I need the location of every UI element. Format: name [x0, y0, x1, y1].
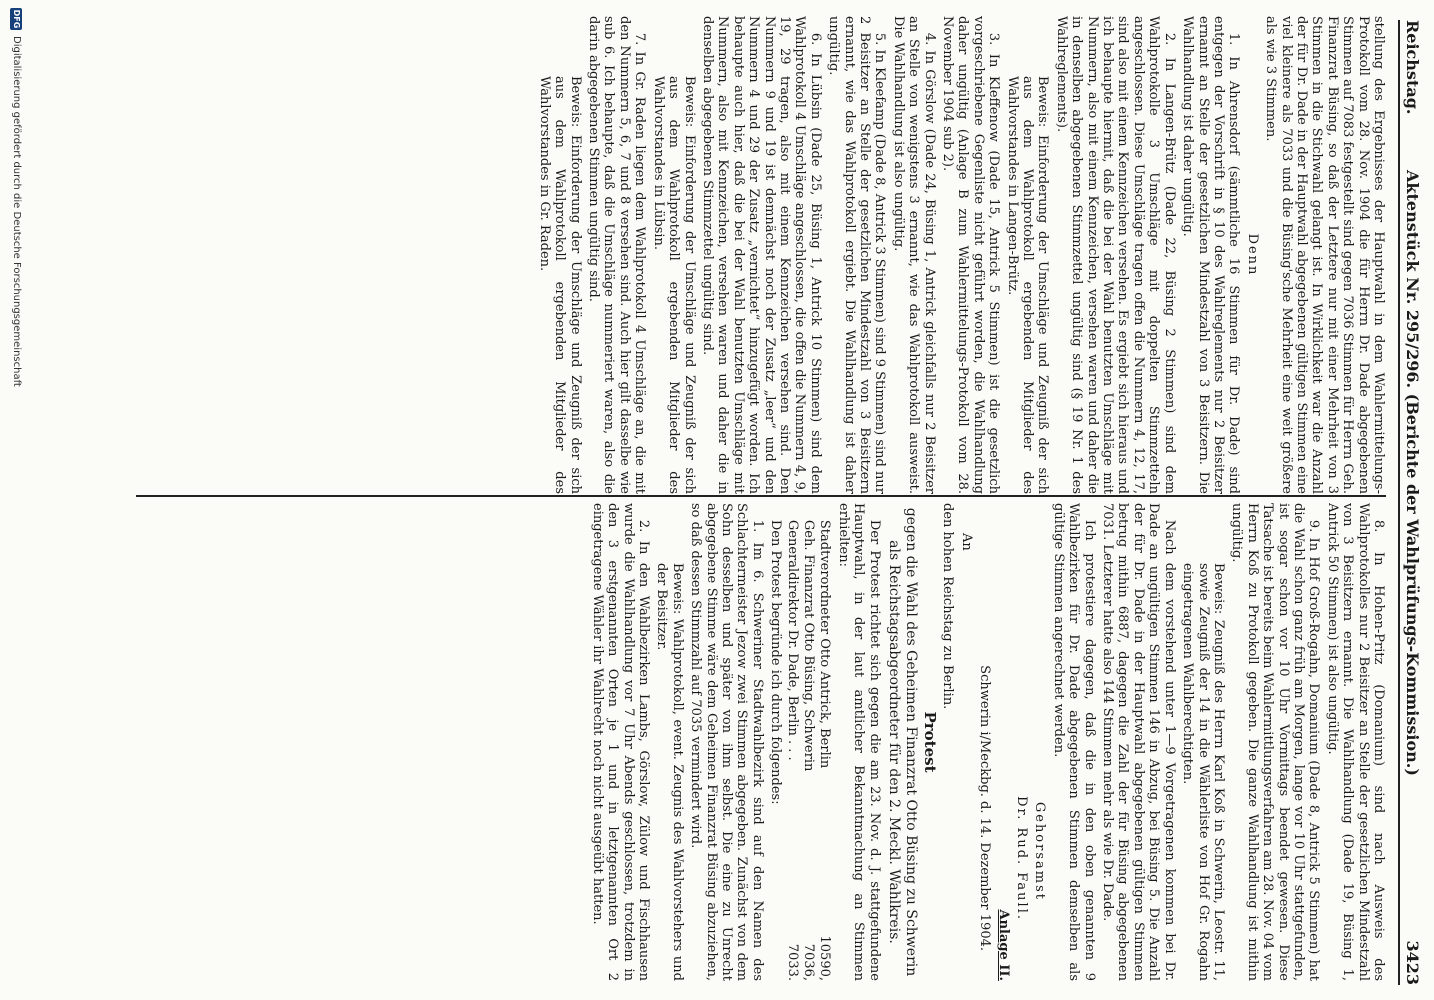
candidate-name: Geh. Finanzrat Otto Büsing, Schwerin — [801, 519, 816, 772]
protest-subtitle: gegen die Wahl des Geheimen Finanzrat Otto Büsing zu Schwerin als Reichstagsabgeordneter für den 2. Meckl. Wahlkreis. — [885, 507, 919, 977]
paragraph: Der Protest richtet sich gegen die am 23. Nov. d. J. stattgefundene Hauptwahl, in der laut amtlicher Bekanntmachung an Stimmen erhielten: — [835, 503, 882, 981]
paragraph: 6. In Lübsin (Dade 25, Büsing 1, Antrick 10 Stimmen) sind dem Wahlprotokoll 4 Umschläge angeschlossen, die offen die Nummern 4, 9, 19, 29 tragen, also mit einem Kennzeichen versehen sind. Den Nummern 9 und 19 ist demnächst noch der Zusatz „leer“ und den Nummern 4 und 29 der Zusatz „vernichtet“ hinzugefügt worden. Ich behaupte auch hier, daß die bei der Wahl benutzten Umschläge mit Nummern, also mit Kennzeichen, versehen waren und daher die in denselben abgegebenen Stimmzettel ungültig sind. — [699, 16, 823, 494]
paragraph: 8. In Hohen-Pritz (Domanium) sind nach Ausweis des Wahlprotokolles nur 2 Beisitzer an Stelle der gesetzlichen Mindestzahl von 3 Beisitzern ernannt. Die Wahlhandlung (Dade 19, Büsing 1, Antrick 50 Stimmen) ist also ungültig. — [1324, 503, 1386, 981]
vote-count: 7033. — [784, 943, 800, 981]
protest-title: Protest — [921, 711, 940, 773]
vote-count: 7036, — [801, 943, 816, 981]
page-header — [1398, 20, 1422, 985]
candidate-name: Generaldirektor Dr. Dade, Berlin . . . — [784, 519, 800, 761]
dfg-logo: DFG — [12, 9, 21, 29]
paragraph: stellung des Ergebnisses der Hauptwahl in dem Wahlermittelungs-Protokoll vom 28. Nov. 1904 die für Herrn Dr. Dade abgegebenen Stimmen auf 7083 festgestellt sind gegen 7036 Stimmen für Herrn Geh. Finanzrat Büsing, so daß der Letztere nur mit einer Mehrheit von 3 Stimmen in die Stichwahl gelangt ist. In Wirklichkeit war die Anzahl der für Dr. Dade in der Hauptwahl abgegebenen gültigen Stimmen eine viel kleinere als 7033 und die Büsing'sche Mehrheit eine weit größere als wie 3 Stimmen. — [1263, 16, 1386, 494]
left-column — [136, 16, 1386, 494]
salutation: An — [958, 533, 974, 551]
paragraph: Denn — [1244, 233, 1260, 277]
vote-row — [784, 520, 799, 981]
evidence-note: Beweis: Zeugniß des Herrn Karl Koß in Schwerin, Leostr. 11, sowie Zeugniß der 14 in die Wählerliste von Hof Gr. Rogahn eingetragenen Wahlberechtigten. — [1180, 563, 1226, 981]
evidence-note: Beweis: Wahlprotokoll, event. Zeugnis des Wahlvorstehers und der Beisitzer. — [654, 563, 685, 981]
credit-text: Digitalisierung gefördert durch die Deutsche Forschungsgemeinschaft — [11, 36, 22, 387]
vote-row — [801, 520, 816, 981]
digitization-credit — [4, 0, 26, 1000]
paragraph: 4. In Görslow (Dade 24, Büsing 1, Antrick gleichfalls nur 2 Beisitzer an Stelle von wenigstens 3 ernannt, wie das Wahlprotokoll ausweist. Die Wahlhandlung ist also ungültig. — [890, 16, 937, 494]
column-divider — [136, 495, 1386, 497]
signature: Dr. Rud. Faull. — [1014, 796, 1030, 921]
evidence-note: Beweis: Einforderung der Umschläge und Zeugniß der sich aus dem Wahlprotokoll ergebenden Mitglieder des Wahlvorstandes in Langen-Brütz. — [1004, 76, 1051, 494]
candidate-name: Stadtverordneter Otto Antrick, Berlin — [817, 519, 833, 769]
paragraph: 7. In Gr. Raden liegen dem Wahlprotokoll 4 Umschläge an, die mit den Nummern 5, 6, 7 und 8 versehen sind. Auch hier gilt dasselbe wie sub 6. Ich behaupte, daß die Umschläge nummeriert waren, also die darin abgegebenen Stimmen ungültig sind. — [586, 16, 648, 494]
closing: Gehorsamst — [1032, 801, 1048, 901]
right-column — [136, 503, 1386, 981]
paragraph: 1. In Ahrensdorf (sämmtliche 16 Stimmen für Dr. Dade) sind entgegen der Vorschrift in § 10 des Wahlreglements nur 2 Beisitzer ernannt an Stelle der gesetzlichen Mindestzahl von 3 Beisitzern. Die Wahlhandlung ist daher ungültig. — [1180, 16, 1242, 494]
paragraph: Ich protestiere dagegen, daß die in den oben genannten 9 Wahlbezirken für Dr. Dade abgegebenen Stimmen demselben als gültige Stimmen angerechnet werden. — [1050, 503, 1097, 981]
page-number: 3423 — [1403, 940, 1422, 985]
paragraph: Nach dem vorstehend unter 1—9 Vorgetragenen kommen bei Dr. Dade an ungültigen Stimmen 146 in Abzug, bei Büsing 5. Die Anzahl der für Dr. Dade in der Hauptwahl abgegebenen gültigen Stimmen betrug mithin 6887, dagegen die Zahl der für Büsing abgegebenen 7031. Letzterer hatte also 144 Stimmen mehr als wie Dr. Dade. — [1100, 503, 1177, 981]
header-title: Aktenstück Nr. 295/296. (Berichte der Wahlprüfungs-Kommission.) — [1403, 170, 1422, 776]
evidence-note: Beweis: Einforderung der Umschläge und Zeugniß der sich aus dem Wahlprotokoll ergebenden Mitglieder des Wahlvorstandes in Lübsin. — [650, 76, 697, 494]
place-date: Schwerin i/Meckbg. d. 14. Dezember 1904. — [977, 665, 993, 951]
attachment-label: Anlage II. — [995, 909, 1011, 981]
addressee: den hohen Reichstag zu Berlin. — [940, 503, 956, 710]
paragraph: 9. In Hof Groß-Rogahn, Domanium (Dade 8, Antrick 5 Stimmen) hat die Wahl schon ganz früh am Morgen, lange vor 10 Uhr stattgefunden, ist sogar schon vor 10 Uhr Vormittags beendet gewesen. Diese Tatsache ist bereits beim Wahlermittlungsverfahren am 28. Nov. 04 vom Herrn Koß zu Protokoll gegeben. Die ganze Wahlhandlung ist mithin ungültig. — [1229, 503, 1322, 981]
vote-row — [817, 520, 832, 981]
paragraph: 5. In Kleefamp (Dade 8, Antrick 3 Stimmen) sind 9 Stimmen) sind nur 2 Beisitzer an Stelle der gesetzlichen Mindestzahl von 3 Beisitzern ernannt, wie das Wahlprotokoll ergiebt. Die Wahlhandlung ist daher ungültig. — [826, 16, 888, 494]
paragraph: Den Protest begründe ich durch folgendes: — [768, 519, 784, 805]
paragraph: 1. Im 6. Schweriner Stadtwahlbezirk sind auf den Namen des Schlachtermeister Jezow zwei Stimmen abgegeben. Zunächst von dem Sohn desselben und später von ihm selbst. Die eine zu Unrecht abgegebene Stimme wäre dem Geheimen Finanzrat Büsing abzuziehen, so daß dessen Stimmzahl auf 7035 vermindert wird. — [688, 503, 765, 981]
header-left: Reichstag. — [1403, 20, 1422, 115]
evidence-note: Beweis: Einforderung der Umschläge und Zeugniß der sich aus dem Wahlprotokoll ergebenden Mitglieder des Wahlvorstandes in Gr. Raden. — [536, 76, 583, 494]
paragraph: 2. In Langen-Brütz (Dade 22, Büsing 2 Stimmen) sind dem Wahlprotokolle 3 Umschläge mit doppelten Stimmzetteln angeschlossen. Diese Umschläge tragen offen die Nummern 4, 12, 17, sind also mit einem Kennzeichen versehen. Es ergiebt sich hieraus und ich behaupte hiermit, daß die bei der Wahl benutzten Umschläge mit Nummern, also mit einem Kennzeichen, versehen waren und daher die in denselben abgegebenen Stimmzettel ungültig sind (§ 19 Nr. 1 des Wahlreglements). — [1053, 16, 1177, 494]
paragraph: 3. In Kleffenow (Dade 15, Antrick 5 Stimmen) ist die gesetzlich vorgeschriebene Gegenliste nicht geführt worden, die Wahlhandlung daher ungültig (Anlage B zum Wahlermittelungs-Protokoll vom 28. November 1904 sub 2). — [940, 16, 1002, 494]
vote-count: 10590, — [817, 935, 833, 981]
paragraph: 2. In den Wahlbezirken Lambs, Görslow, Zülow und Fischhausen wurde die Wahlhandlung vor 7 Uhr Abends geschlossen, trotzdem in den 3 erstgenannten Orten je 1 und in letztgenannten Ort 2 eingetragene Wähler ihr Wahlrecht noch nicht ausgeübt hatten. — [589, 503, 651, 981]
